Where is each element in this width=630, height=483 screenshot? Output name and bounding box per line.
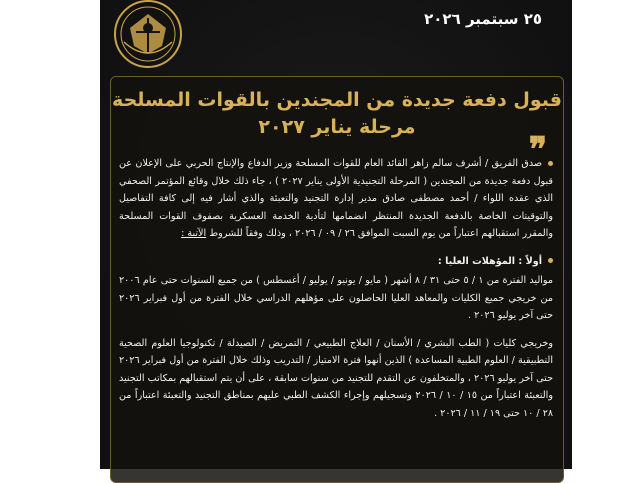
announcement-card (110, 76, 564, 483)
paragraph-medical-graduates: وخريجي كليات ( الطب البشري / الأسنان / العلاج الطبيعي / التمريض / الصيدلة / تكنولوجيا العلوم الصحية التطبيقية / العلوم الطبية المساعدة ) الذين أنهوا فترة الامتياز / التدريب وذلك خلال الفترة من أول فبراير ٢٠٢٦ حتى آخر يوليو ٢٠٢٦ ، والمتخلفون عن التقدم للتجنيد من سنوات سابقة ، على أن يتم استقبالهم بمكاتب التجنيد والتعبئة اعتباراً من ١٥ / ١٠ / ٢٠٢٦ وتسجيلهم وإجراء الكشف الطبي عليهم بمناطق التجنيد والتعبئة اعتباراً من ٢٨ / ١٠ حتى ١٩ / ١١ / ٢٠٢٦ . (119, 337, 554, 419)
post-image-panel (100, 0, 572, 469)
bullet-icon (548, 161, 553, 166)
paragraph-birth-period: مواليد الفترة من ١ / ٥ حتى ٣١ / ٨ أشهر ( مايو / يونيو / يوليو / أغسطس ) من جميع السنوات حتى عام ٢٠٠٦ من خريجي جميع الكليات والمعاهد العليا الحاصلون على مؤهلهم الدراسي خلال الفترة من أول فبراير ٢٠٢٦ حتى آخر يوليو ٢٠٢٦ . (119, 275, 554, 321)
announcement-title: قبول دفعة جديدة من المجندين بالقوات المسلحة (112, 89, 562, 111)
section-heading-higher-qualifications (119, 253, 553, 271)
section-heading-text: أولاً : المؤهلات العليا : (437, 255, 542, 267)
paragraph-intro-text: صدق الفريق / أشرف سالم زاهر القائد العام للقوات المسلحة وزير الدفاع والإنتاج الحربي على الإعلان عن قبول دفعة جديدة من المجندين ( المرحلة التجنيدية الأولى يناير ٢٠٢٧ ) ، جاء ذلك خلال وقائع المؤتمر الصحفي الذي عقده اللواء / أحمد مصطفى صادق مدير إدارة التجنيد والتعبئة والذي أشار فيه إلى كافة التفاصيل والتوقيتات الخاصة بالدفعة الجديدة المنتظر انضمامها لتأدية الخدمة العسكرية بصفوف القوات المسلحة والمقرر استقبالهم اعتباراً من يوم السبت الموافق ٢٦ / ٠٩ / ٢٠٢٦ ، وذلك وفقاً للشروط (119, 158, 553, 239)
paragraph-intro (119, 155, 553, 243)
post-date: ٢٥ سبتمبر ٢٠٢٦ (424, 10, 542, 28)
paragraph-intro-tail: الآتية : (181, 228, 207, 239)
announcement-subtitle: مرحلة يناير ٢٠٢٧ (258, 116, 416, 138)
armed-forces-emblem-icon (112, 0, 184, 70)
announcement-body (119, 155, 553, 424)
quote-icon: ❞ (528, 130, 547, 170)
bullet-icon (548, 258, 553, 263)
